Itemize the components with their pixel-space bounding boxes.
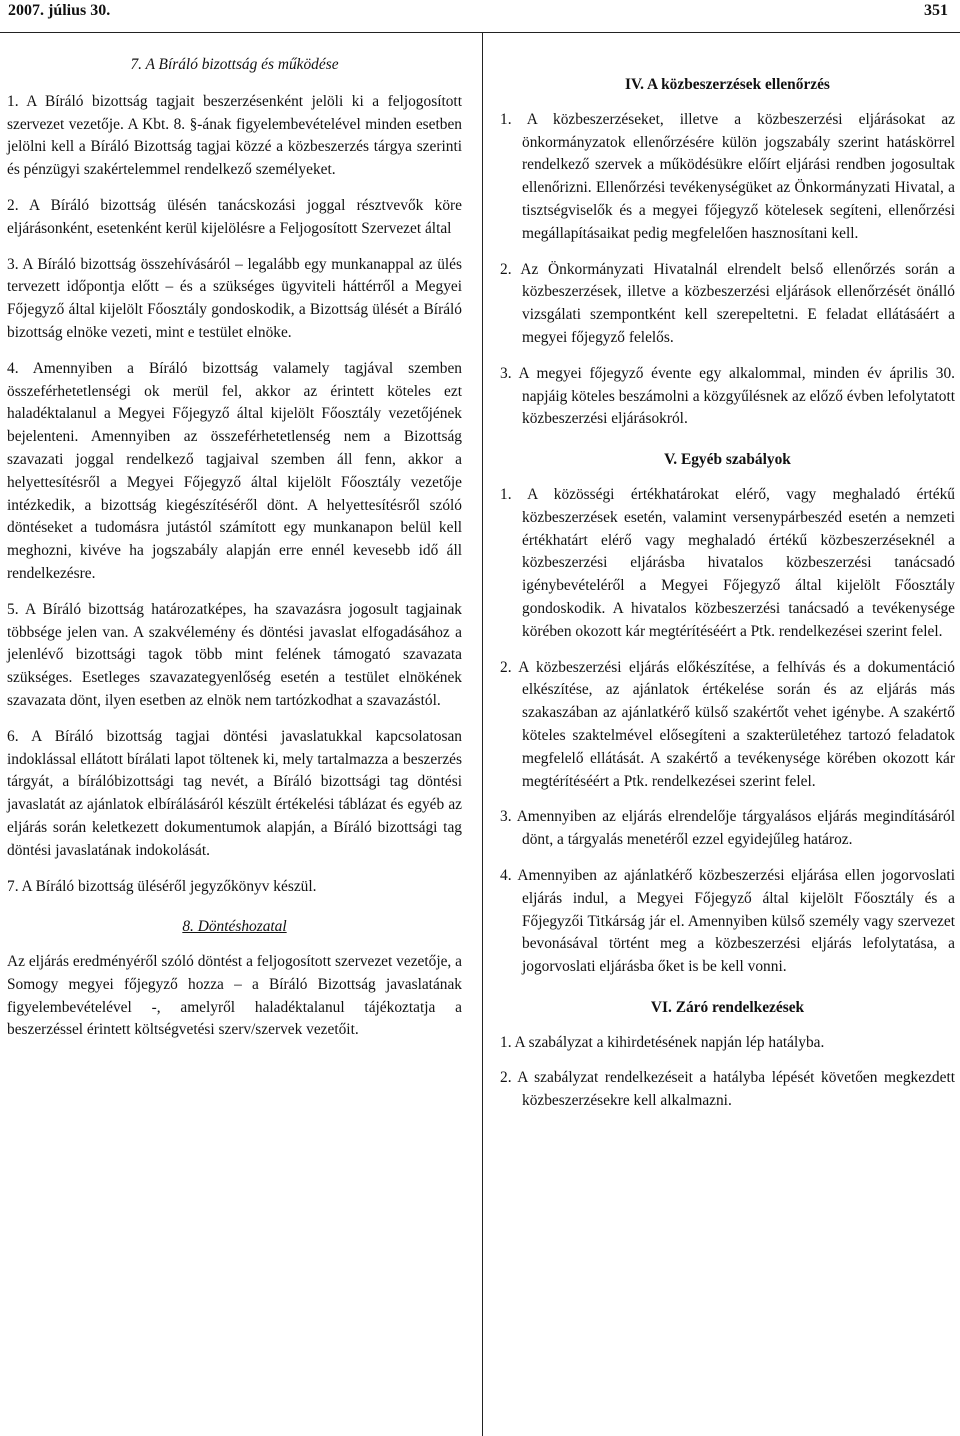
section-5-paragraph-3: 3. Amennyiben az eljárás elrendelője tárgyalásos eljárás megindításáról dönt, a tárgyalás menetéről ezzel egyidejűleg határoz. bbox=[500, 808, 955, 849]
left-column bbox=[7, 54, 462, 1055]
column-divider bbox=[482, 33, 483, 1436]
section-7-paragraph-3: 3. A Bíráló bizottság összehívásáról – legalább egy munkanappal az ülés tervezett időpontja előtt – és a szükséges ügyviteli háttérről a Megyei Főjegyző által kijelölt Főosztály gondoskodik, a Bizottság ülését a Bíráló bizottság elnöke vezeti, mint e testület elnöke. bbox=[7, 255, 462, 341]
header-rule bbox=[0, 32, 960, 33]
section-5-paragraph-4: 4. Amennyiben az ajánlatkérő közbeszerzési eljárása ellen jogorvoslati eljárás indul, a Megyei Főjegyző által kijelölt Főosztály és a Főjegyzői Titkárság jár el. Amennyiben külső személy vagy szervezet bevonásával történt meg a közbeszerzési eljárás lefolytatása, a jogorvoslati eljárásba őket is be kell vonni. bbox=[500, 866, 955, 976]
header-date: 2007. július 30. bbox=[8, 2, 111, 19]
section-7-paragraph-4: 4. Amennyiben a Bíráló bizottság valamely tagjával szemben összeférhetetlenségi ok merül fel, akkor az érintett köteles ezt haladéktalanul a Megyei Főjegyző által kijelölt Főosztály vezetőjének bejelenteni. Amennyiben az összeférhetetlenség nem a Bizottság szavazati joggal rendelkező tagjaival szemben áll fenn, akkor a helyettesítésről a Megyei Főjegyző által kijelölt Főosztály vezetője intézkedik, a bizottság kiegészítéséről dönt. A helyettesítésről szóló döntéseket a tudomásra jutástól számított egy munkanapon belül kell meghozni, kivéve ha jogszabály alapján erre ennél kevesebb idő áll rendelkezésre. bbox=[7, 359, 462, 582]
section-4-paragraph-1: 1. A közbeszerzéseket, illetve a közbeszerzési eljárásokat az önkormányzatok ellenőrzésére külön jogszabály szerint hatáskörrel rendelkező szervek a működésükre előírt eljárási rendben jogosultak ellenőrizni. Ellenőrzési tevékenységüket az Önkormányzati Hivatal, a tisztségviselők és a megyei főjegyző kötelesek segíteni, ellenőrzési megállapításaikat pedig megfelelően hasznosítani kell. bbox=[500, 110, 955, 242]
section-8-paragraph-1: Az eljárás eredményéről szóló döntést a feljogosított szervezet vezetője, a Somogy megyei főjegyző hozza – a Bíráló Bizottság javaslatának figyelembevételével -, amelyről haladéktalanul tájékoztatja a beszerzéssel érintett költségvetési szerv/szervek vezetőit. bbox=[7, 953, 462, 1039]
page-header bbox=[0, 0, 960, 36]
section-4-title: IV. A közbeszerzések ellenőrzés bbox=[625, 76, 830, 93]
section-5-title: V. Egyéb szabályok bbox=[664, 451, 791, 469]
section-7-paragraph-5: 5. A Bíráló bizottság határozatképes, ha szavazásra jogosult tagjainak többsége jelen van. A szakvélemény és döntési javaslat elfogadásához a jelenlévő bizottsági tagok több mint felének támogató szavazata szükséges. Esetleges szavazategyenlőség esetén a testület elnökének szavazata dönt, ilyen esetben az elnök nem tartózkodhat a szavazástól. bbox=[7, 600, 462, 709]
section-5-paragraph-2: 2. A közbeszerzési eljárás előkészítése, a felhívás és a dokumentáció elkészítése, az ajánlatok értékelése során és az eljárás más szakaszában az ajánlatkérő külső szakértőt vehet igénybe. A szakértő köteles szaktelmével elősegíteni a szakterületéhez tartozó feladatok megfelelő ellátását. A szakértő a tevékenysége körében okozott kár megtérítéséért a Ptk. rendelkezései szerint felel. bbox=[500, 658, 955, 790]
right-column bbox=[500, 74, 955, 1126]
section-4-paragraph-3: 3. A megyei főjegyző évente egy alkalommal, minden év április 30. napjáig köteles beszámolni a közgyűlésnek az előző évben lefolytatott közbeszerzési eljárásokról. bbox=[500, 364, 955, 428]
section-4-paragraph-2: 2. Az Önkormányzati Hivatalnál elrendelt belső ellenőrzés során a közbeszerzések, illetve a közbeszerzési eljárások ellenőrzését önálló vizsgálati szempontként kell szerepeltetni. E feladat ellátásáért a megyei főjegyző felelős. bbox=[500, 260, 955, 346]
section-7-paragraph-1: 1. A Bíráló bizottság tagjait beszerzésenként jelöli ki a feljogosított szervezet vezetője. A Kbt. 8. §-ának figyelembevételével minden esetben jelölni kell a Bíráló Bizottság tagjai közzé a közbeszerzés tárgya szerinti és pénzügyi szakértelemmel rendelkező személyeket. bbox=[7, 92, 462, 179]
section-7-paragraph-6: 6. A Bíráló bizottság tagjai döntési javaslatukkal kapcsolatosan indoklással ellátott bírálati lapot töltenek ki, mely tartalmazza a beszerzés tárgyát, a bírálóbizottsági tag nevét, a Bíráló bizottsági tag döntési javaslatát az ajánlatok elbírálásáról készült értékelési táblázat és egyéb az eljárás során keletkezett dokumentumok alapján, a Bíráló bizottsági tag döntési javaslatának indokolását. bbox=[7, 727, 462, 859]
section-6-paragraph-1: 1. A szabályzat a kihirdetésének napján lép hatályba. bbox=[500, 1033, 825, 1051]
section-7-paragraph-7: 7. A Bíráló bizottság üléséről jegyzőkönyv készül. bbox=[7, 877, 317, 895]
section-5-paragraph-1: 1. A közösségi értékhatárokat elérő, vagy meghaladó értékű közbeszerzések esetén, valamint versenypárbeszéd esetén a nemzeti értékhatárt elérő vagy meghaladó értékű közbeszerzéseknél a közbeszerzési eljárásba hivatalos közbeszerzési tanácsadó igénybevételéről a Megyei Főjegyző által kijelölt Főosztály gondoskodik. A hivatalos közbeszerzési tanácsadó a tevékenysége körében okozott kár megtérítéséért a Ptk. rendelkezései szerint felel. bbox=[500, 485, 955, 640]
section-6-paragraph-2: 2. A szabályzat rendelkezéseit a hatályba lépését követően megkezdett közbeszerzésekre kell alkalmazni. bbox=[500, 1069, 955, 1110]
header-page-number: 351 bbox=[924, 2, 948, 19]
section-7-paragraph-2: 2. A Bíráló bizottság ülésén tanácskozási joggal résztvevők köre eljárásonként, esetenként kerül kijelölésre a Feljogosított Szervezet által bbox=[7, 196, 462, 237]
section-7-title: 7. A Bíráló bizottság és működése bbox=[130, 56, 339, 73]
section-8-title: 8. Döntéshozatal bbox=[182, 918, 287, 936]
section-6-title: VI. Záró rendelkezések bbox=[650, 998, 805, 1016]
